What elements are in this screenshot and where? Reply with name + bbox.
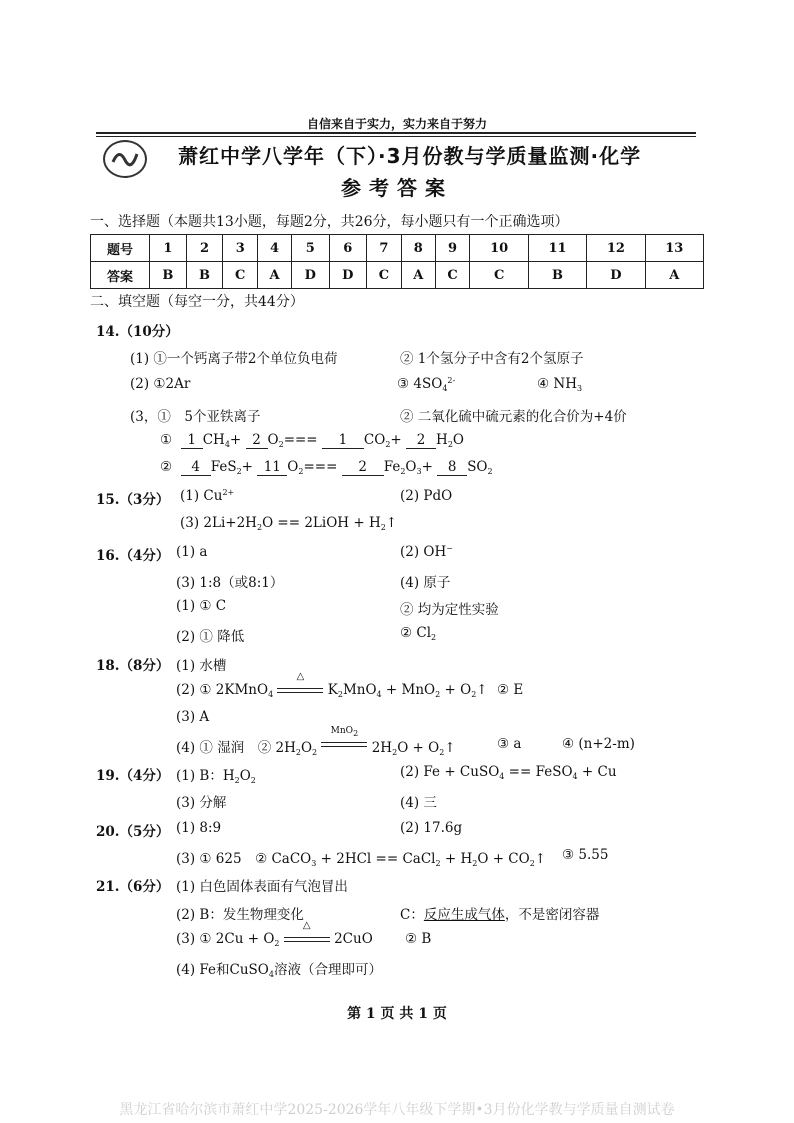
answer-cell: B	[150, 262, 187, 289]
q18-label: 18.（8分）	[96, 658, 170, 674]
heat-condition-icon: △	[296, 671, 305, 682]
question-number: 5	[292, 235, 330, 262]
q14-answer-1-1: (1) ①一个钙离子带2个单位负电荷	[130, 351, 338, 367]
q17-answer-3: (2) ① 降低	[176, 629, 245, 645]
q14-equation-1: ① 1 $CH_4+ 2$ $O_2=== 1$ $CO_2+ 2$ $H_2O$	[160, 432, 464, 449]
q21-answer-1: (1) 白色固体表面有气泡冒出	[176, 879, 348, 895]
q16-answer-1: (1) a	[176, 544, 208, 560]
page-title: 萧红中学八学年（下）·3月份教与学质量监测·化学	[178, 144, 642, 168]
answer-cell: C	[470, 262, 528, 289]
q14-answer-1-2: ② 1个氢分子中含有2个氢原子	[400, 351, 584, 367]
q19-answer-1: (1) B：$H_2O_2$	[176, 768, 256, 785]
motto: 自信来自于实力，实力来自于努力	[306, 117, 487, 131]
answer-cell: C	[435, 262, 470, 289]
q18-answer-2b: ② E	[497, 682, 524, 698]
q19-answer-3: (3) 分解	[176, 795, 227, 811]
answer-cell: C	[223, 262, 258, 289]
q17-answer-1: (1) ① C	[176, 598, 227, 614]
page-subtitle: 参考答案	[341, 176, 453, 200]
q16-answer-2: (2) OH−	[400, 544, 453, 560]
catalyst-condition: MnO2	[330, 726, 359, 738]
row-label-question: 题号	[91, 235, 150, 262]
header-rule-thin	[96, 136, 696, 137]
q20-answer-3: (3) ① 625 ② CaCO$_3$ + 2HCl == CaCl$_2$ + $H_2O$ + $CO_2↑$	[176, 851, 547, 868]
q19-answer-4: (4) 三	[400, 795, 437, 811]
q15-answer-3: (3) $2Li+2H_2O$ == 2LiOH + $H_2↑$	[180, 515, 398, 532]
q18-answer-4c: ④ (n+2-m)	[562, 736, 635, 752]
q20-answer-1: (1) 8:9	[176, 820, 222, 836]
question-number: 1	[150, 235, 187, 262]
q14-answer-2-3: ③ $4SO_4^{2-}$	[397, 376, 456, 393]
question-number: 6	[329, 235, 367, 262]
q16-label: 16.（4分）	[96, 548, 170, 564]
q21-answer-2b: C：反应生成气体，不是密闭容器	[400, 907, 600, 923]
q19-label: 19.（4分）	[96, 768, 170, 784]
q14-answer-3-1: (3，① 5个亚铁离子	[130, 409, 261, 425]
answer-cell: A	[258, 262, 292, 289]
q15-answer-2: (2) PdO	[400, 488, 453, 504]
section1-heading: 一、选择题（本题共13小题，每题2分，共26分，每小题只有一个正确选项）	[90, 214, 569, 230]
q20-answer-3b: ③ 5.55	[562, 847, 609, 863]
q17-answer-4: ② $Cl_2$	[400, 625, 437, 642]
answer-cell: D	[329, 262, 367, 289]
q16-answer-3: (3) 1:8（或8:1）	[176, 575, 284, 591]
section2-heading: 二、填空题（每空一分，共44分）	[90, 294, 304, 310]
heat-condition-icon: △	[302, 920, 311, 931]
answer-cell: D	[587, 262, 645, 289]
page-footer: 第 1 页 共 1 页	[347, 1006, 447, 1022]
q21-answer-3b: ② B	[405, 931, 432, 947]
q14-answer-2-4: ④ $NH_3$	[537, 376, 583, 393]
q18-answer-4b: ③ a	[497, 736, 522, 752]
q21-answer-4: (4) Fe和CuSO$_4$溶液（合理即可）	[176, 962, 382, 979]
question-number: 8	[401, 235, 435, 262]
q21-label: 21.（6分）	[96, 879, 170, 895]
answer-cell: C	[367, 262, 402, 289]
q15-answer-1: (1) $Cu^{2+}$	[180, 488, 235, 504]
q14-answer-3-2: ② 二氧化硫中硫元素的化合价为+4价	[400, 409, 627, 425]
question-number: 13	[645, 235, 703, 262]
q21-answer-2: (2) B：发生物理变化	[176, 907, 304, 923]
header-rule	[96, 132, 696, 134]
answer-cell: B	[186, 262, 223, 289]
question-number: 4	[258, 235, 292, 262]
q15-label: 15.（3分）	[96, 492, 170, 508]
question-number: 12	[587, 235, 645, 262]
q18-answer-2: (2) ① 2KMnO$_4$ △ $K_2MnO_4 + MnO_2$ + $O_2↑$	[176, 671, 488, 699]
q20-label: 20.（5分）	[96, 824, 170, 840]
table-row	[91, 262, 704, 289]
q14-equation-2: ② 4 FeS$_2$+ 11 $O_2=== 2$ $Fe_2O_3+ 8$ $SO_2$	[160, 459, 493, 476]
q20-answer-2: (2) 17.6g	[400, 820, 463, 836]
q18-answer-1: (1) 水槽	[176, 658, 227, 674]
q18-answer-4: (4) ① 湿润 ② $2H_2O_2$ MnO2 $2H_2O$ + $O_2↑$	[176, 726, 456, 757]
q16-answer-4: (4) 原子	[400, 575, 451, 591]
watermark: 黑龙江省哈尔滨市萧红中学2025-2026学年八年级下学期•3月份化学教与学质量自测试卷	[119, 1102, 675, 1118]
question-number: 10	[470, 235, 528, 262]
q19-answer-2: (2) Fe + CuSO$_4$ == FeSO$_4$ + Cu	[400, 764, 617, 781]
question-number: 7	[367, 235, 402, 262]
q18-answer-3: (3) A	[176, 709, 210, 725]
table-row	[91, 235, 704, 262]
q17-answer-2: ② 均为定性实验	[400, 602, 499, 618]
question-number: 2	[186, 235, 223, 262]
answer-cell: A	[645, 262, 703, 289]
row-label-answer: 答案	[91, 262, 150, 289]
question-number: 9	[435, 235, 470, 262]
q14-label: 14.（10分）	[96, 324, 179, 340]
question-number: 3	[223, 235, 258, 262]
answer-table	[90, 234, 704, 289]
answer-cell: B	[528, 262, 586, 289]
q14-answer-2-1: (2) ①2Ar	[130, 376, 191, 392]
q21-answer-3: (3) ① $2Cu + O_2$ △ 2CuO	[176, 920, 373, 948]
question-number: 11	[528, 235, 586, 262]
answer-cell: D	[292, 262, 330, 289]
answer-cell: A	[401, 262, 435, 289]
